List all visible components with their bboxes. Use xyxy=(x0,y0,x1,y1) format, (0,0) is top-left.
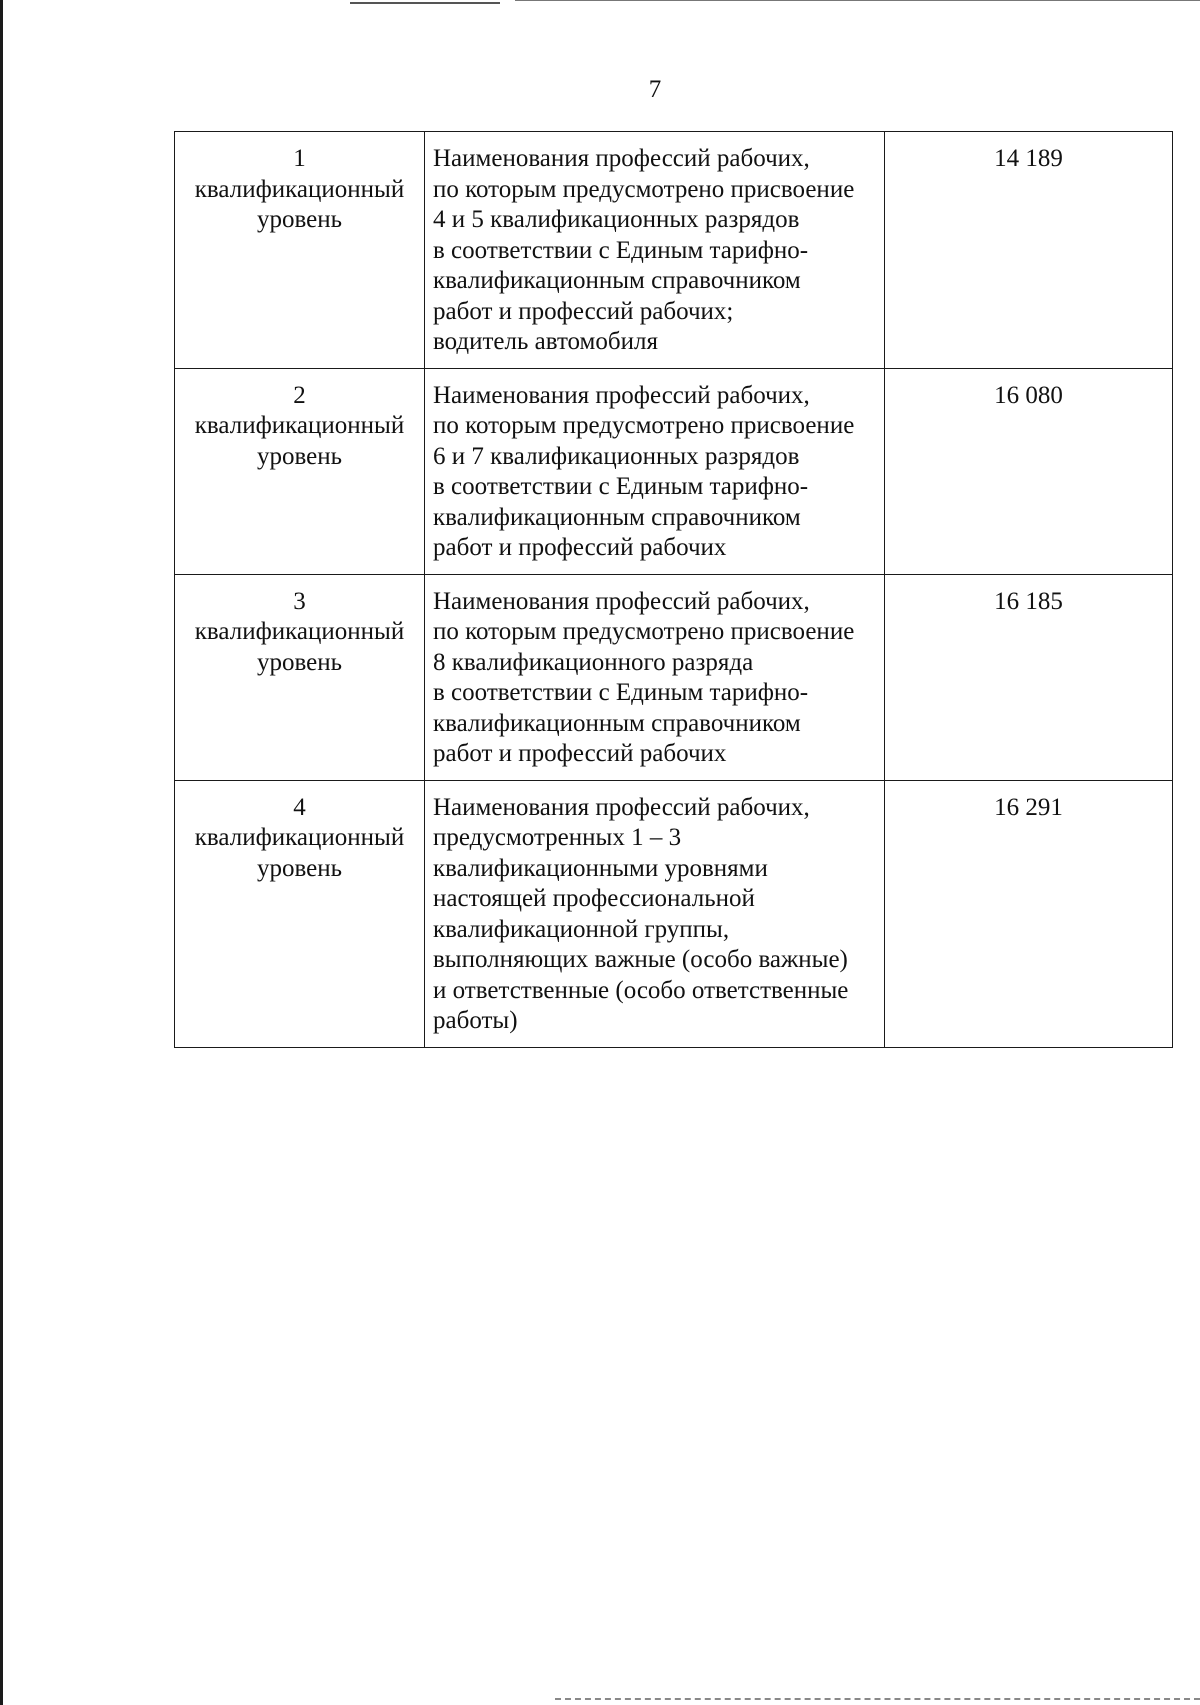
level-suffix: уровень xyxy=(256,206,343,233)
level-suffix: уровень xyxy=(256,442,343,470)
description-line: 4 и 5 квалификационных разрядов xyxy=(433,206,800,233)
profession-description-cell xyxy=(425,368,885,574)
description-line: 8 квалификационного разряда xyxy=(433,648,754,676)
level-number: 3 xyxy=(293,587,306,615)
description-line: по которым предусмотрено присвоение xyxy=(433,618,855,645)
level-number: 1 xyxy=(293,145,306,172)
description-line: квалификационным справочником xyxy=(433,267,801,294)
table-row xyxy=(175,574,1173,780)
qualification-level-cell xyxy=(175,132,425,369)
description-line: работ и профессий рабочих xyxy=(433,740,727,767)
description-line: работ и профессий рабочих; xyxy=(433,297,734,325)
salary-rate: 16 185 xyxy=(994,587,1063,615)
level-word: квалификационный xyxy=(194,824,405,851)
salary-rate: 16 291 xyxy=(994,793,1063,821)
description-line: Наименования профессий рабочих, xyxy=(433,381,810,409)
table-row xyxy=(175,132,1173,369)
description-line: Наименования профессий рабочих, xyxy=(433,587,810,615)
level-suffix: уровень xyxy=(256,648,343,676)
qualification-levels-table xyxy=(174,131,1173,1048)
qualification-level-cell xyxy=(175,780,425,1047)
qualification-level-cell xyxy=(175,574,425,780)
salary-rate: 14 189 xyxy=(994,145,1063,172)
profession-description-cell xyxy=(425,780,885,1047)
description-line: Наименования профессий рабочих, xyxy=(433,793,810,821)
scan-left-edge xyxy=(0,0,3,1705)
level-number: 2 xyxy=(293,381,306,409)
description-line: в соответствии с Единым тарифно- xyxy=(433,473,809,500)
description-line: квалификационным справочником xyxy=(433,503,801,531)
description-line: 6 и 7 квалификационных разрядов xyxy=(433,442,800,470)
description-line: работы) xyxy=(433,1007,518,1034)
description-line: в соответствии с Единым тарифно- xyxy=(433,236,809,264)
salary-rate-cell xyxy=(885,780,1173,1047)
qualification-level-cell xyxy=(175,368,425,574)
level-suffix: уровень xyxy=(256,854,343,882)
salary-rate-cell xyxy=(885,574,1173,780)
description-line: по которым предусмотрено присвоение xyxy=(433,175,855,203)
description-line: работ и профессий рабочих xyxy=(433,534,727,561)
description-line: по которым предусмотрено присвоение xyxy=(433,412,855,439)
profession-description-cell xyxy=(425,132,885,369)
description-line: квалификационным справочником xyxy=(433,709,801,737)
description-line: квалификационными уровнями xyxy=(433,854,768,882)
description-line: в соответствии с Единым тарифно- xyxy=(433,679,809,706)
page-number: 7 xyxy=(648,76,662,103)
table-body xyxy=(175,132,1173,1048)
description-line: квалификационной группы, xyxy=(433,915,730,943)
scan-bottom-noise xyxy=(555,1698,1200,1700)
scan-top-line xyxy=(350,2,500,4)
description-line: выполняющих важные (особо важные) xyxy=(433,946,848,973)
description-line: Наименования профессий рабочих, xyxy=(433,145,810,172)
salary-rate-cell xyxy=(885,132,1173,369)
level-word: квалификационный xyxy=(194,175,405,203)
level-word: квалификационный xyxy=(194,412,405,439)
level-word: квалификационный xyxy=(194,618,405,645)
description-line: и ответственные (особо ответственные xyxy=(433,976,849,1004)
description-line: предусмотренных 1 – 3 xyxy=(433,824,682,851)
scan-top-line xyxy=(515,0,1200,1)
salary-rate: 16 080 xyxy=(994,381,1063,409)
description-line: водитель автомобиля xyxy=(433,328,658,355)
level-number: 4 xyxy=(293,793,306,821)
profession-description-cell xyxy=(425,574,885,780)
table-row xyxy=(175,368,1173,574)
salary-rate-cell xyxy=(885,368,1173,574)
description-line: настоящей профессиональной xyxy=(433,885,755,912)
table-row xyxy=(175,780,1173,1047)
